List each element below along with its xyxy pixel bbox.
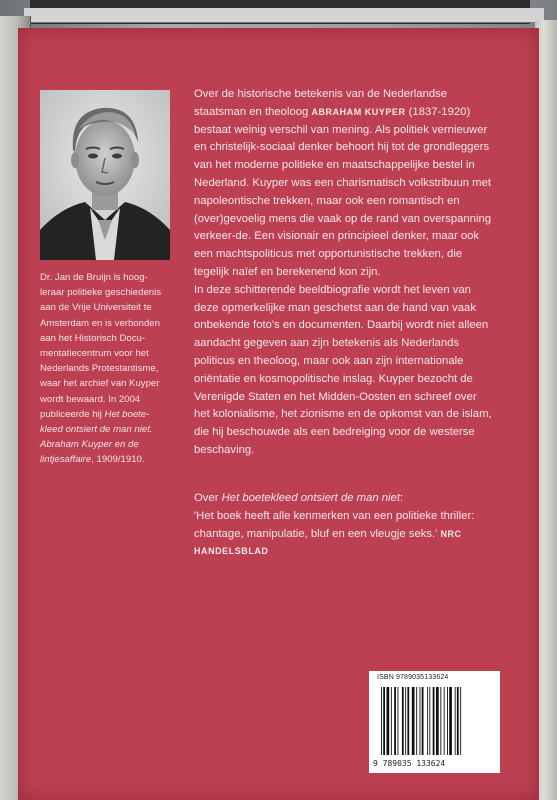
caption-line: wordt bewaard. In 2004 — [40, 393, 141, 405]
caption-book-title: Abraham Kuyper en de — [40, 439, 139, 451]
caption-book-title: Het boete- — [104, 408, 150, 420]
quote-intro-colon: : — [399, 492, 404, 504]
isbn-text: ISBN 9789035133624 — [377, 674, 449, 681]
author-photo — [40, 90, 170, 260]
barcode-label — [369, 671, 500, 773]
quoted-book-title: Het boetekleed ontsiert de man niet — [221, 492, 400, 504]
quote-intro — [194, 490, 494, 508]
caption-line: publiceerde hij — [40, 408, 105, 420]
quote-text: 'Het boek heeft alle kenmerken van een politieke thriller: chantage, manipulatie, bluf en een vleugje seks.' — [194, 509, 475, 540]
review-quote — [194, 490, 494, 561]
barcode-icon — [379, 687, 491, 757]
blurb-text-run: (1837-1920) bestaat weinig verschil van mening. Als politiek vernieuwer en christelijk-sociaal denker behoort hij tot de grondleggers van het moderne politieke en maatschappelijke bestel in Nederland. Kuyper was een charismatisch volkstribuun met napoleontische trekken, maar ook een romantisch en (over)gevoelig mens die vaak op de rand van overspanning verkeer-de. Een visionair en principieel denker, maar ook een machtspoliticus met opportunistische trekken, die tegelijk naïef en berekenend kon zijn. — [194, 105, 492, 278]
blurb-text-run: Over de historische betekenis van de Nederlandse staatsman en theoloog — [194, 88, 448, 118]
caption-book-title: kleed ontsiert de man niet. — [40, 424, 153, 436]
caption-line: aan de Vrije Universiteit te — [40, 302, 152, 314]
caption-book-title: lintjesaffaire — [40, 454, 92, 466]
barcode-digits: 9 789035 133624 — [373, 759, 446, 768]
quote-source: NRC HANDELSBLAD — [194, 528, 462, 557]
caption-line: Amsterdam en is verbonden — [40, 317, 160, 329]
author-bio-caption — [40, 270, 180, 468]
caption-line: , 1909/1910. — [91, 454, 145, 466]
caption-line: Dr. Jan de Bruijn is hoog- — [40, 272, 148, 283]
caption-line: leraar politieke geschiedenis — [40, 287, 162, 299]
caption-line: mentatiecentrum voor het — [40, 348, 149, 360]
blurb-paragraph-2: In deze schitterende beeldbiografie wordt het leven van deze opmerkelijke man geschetst aan de hand van vaak onbekende foto's en documenten. Daarbij wordt niet alleen aandacht gegeven aan zijn betekenis als Nederlands politicus en theoloog, maar ook aan zijn internationale oriëntatie en kosmopolitische inslag. Kuyper bezocht de Verenigde Staten en het Midden-Oosten en schreef over het kolonialisme, het zionisme en de opkomst van de islam, die hij beschouwde als een bedreiging voor de westerse beschaving. — [194, 283, 492, 456]
subject-name: ABRAHAM KUYPER — [311, 106, 406, 117]
caption-line: aan het Historisch Docu- — [40, 332, 146, 344]
blurb-paragraph-1 — [194, 86, 494, 282]
quote-intro-text: Over — [194, 492, 222, 504]
blurb-text — [194, 86, 494, 460]
author-portrait-image — [40, 90, 170, 260]
quote-body — [194, 508, 494, 561]
caption-line: Nederlands Protestantisme, — [40, 363, 159, 375]
caption-line: waar het archief van Kuyper — [40, 378, 160, 390]
book-top-page-edge — [24, 8, 544, 23]
